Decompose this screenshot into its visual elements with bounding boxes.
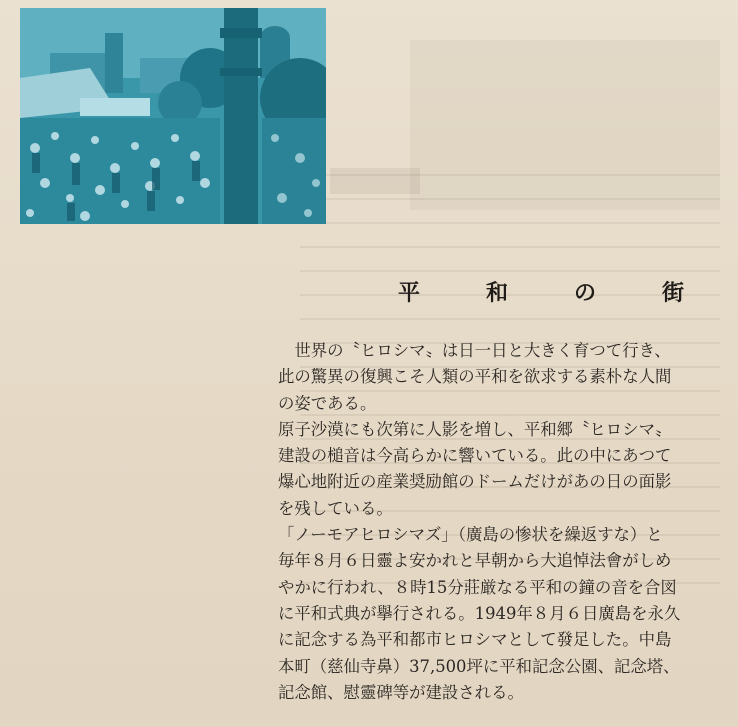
bleed-through-title: [330, 168, 420, 194]
body-line: に記念する為平和都市ヒロシマとして發足した。中島: [278, 630, 672, 650]
body-line: の姿である。: [278, 393, 377, 413]
body-line: 建設の槌音は今高らかに響いている。此の中にあつて: [278, 446, 672, 466]
body-line: やかに行われ、８時15分莊厳なる平和の鐘の音を合図: [278, 577, 677, 597]
article-heading: 平 和 の 街: [398, 280, 707, 306]
body-line: 本町（慈仙寺鼻）37,500坪に平和記念公園、記念塔、: [278, 656, 680, 676]
body-line: 世界の〝ヒロシマ〟は日一日と大きく育つて行き、: [278, 341, 671, 360]
body-line: 此の驚異の復興こそ人類の平和を欲求する素朴な人間: [278, 367, 672, 387]
body-line: 爆心地附近の産業奨励館のドームだけがあの日の面影: [278, 472, 672, 492]
body-line: 「ノーモアヒロシマズ」（廣島の惨状を繰返すな）と: [278, 525, 663, 545]
body-line: に平和式典が擧行される。1949年８月６日廣島を永久: [278, 603, 681, 623]
body-line: 原子沙漠にも次第に人影を増し、平和郷〝ヒロシマ〟: [278, 419, 672, 439]
body-line: 毎年８月６日靈よ安かれと早朝から大追悼法會がしめ: [278, 551, 672, 571]
body-line: 記念館、慰靈碑等が建設される。: [278, 682, 524, 702]
memorial-photo: [20, 8, 326, 224]
body-line: を残している。: [278, 498, 393, 518]
article-body: [278, 338, 728, 706]
